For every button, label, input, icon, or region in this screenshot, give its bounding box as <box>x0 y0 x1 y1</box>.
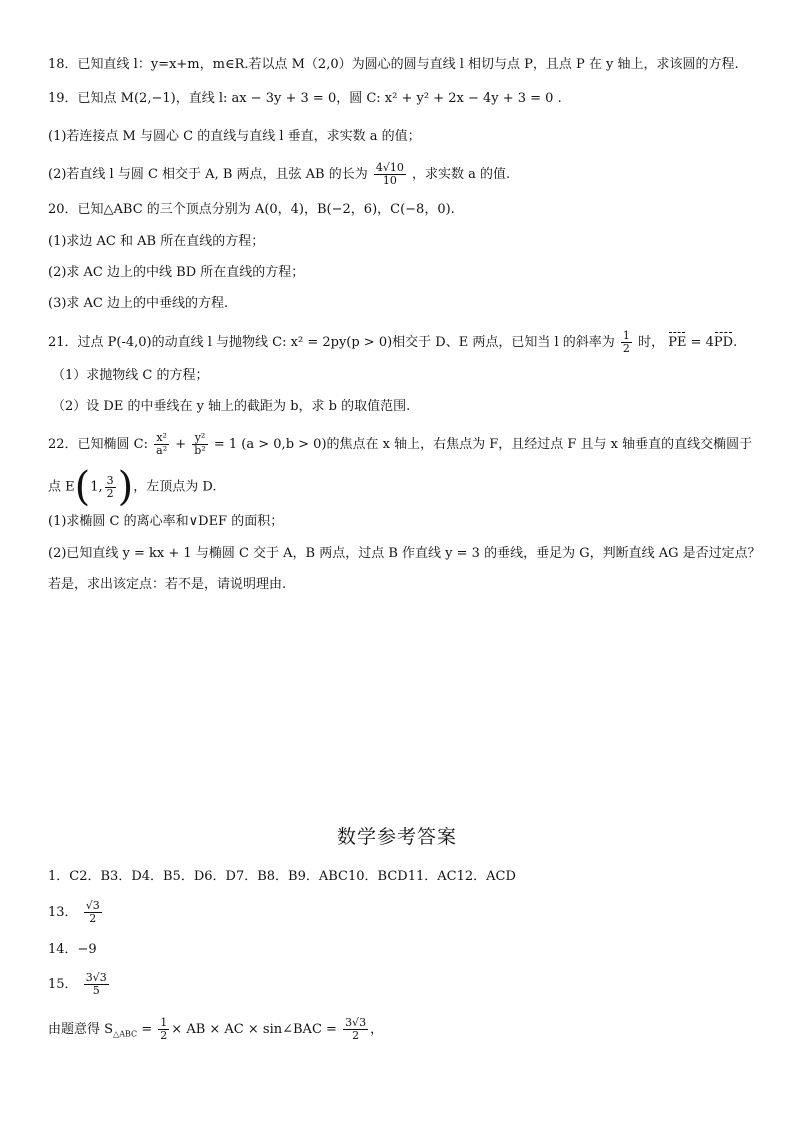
equals-sign: = <box>137 1022 157 1037</box>
fraction-denominator: 5 <box>92 984 100 997</box>
problem-20-lead-text: 20．已知△ABC 的三个顶点分别为 A(0，4)，B(−2，6)，C(−8，0). <box>48 202 455 217</box>
problem-20-q1 <box>48 232 758 252</box>
fraction-numerator: x² <box>154 432 169 445</box>
vector-equation: = 4 <box>686 335 714 350</box>
problem-20-lead <box>48 200 758 220</box>
fraction-numerator: √3 <box>85 899 100 912</box>
fraction-numerator: 3 <box>106 473 114 487</box>
choice-answers-text: 1．C2．B3．D4．B5．D6．D7．B8．B9．ABC10．BCD11．AC12．ACD <box>48 869 516 884</box>
problem-19-q1 <box>48 127 758 147</box>
problem-19-lead-text: 19．已知点 M(2,−1)，直线 l: ax − 3y + 3 = 0，圆 C: x² + y² + 2x − 4y + 3 = 0 . <box>48 91 562 106</box>
problem-21-q1 <box>52 366 762 386</box>
ellipse-y-fraction <box>192 432 207 457</box>
problem-18-text: 18．已知直线 l：y=x+m，m∈R.若以点 M（2,0）为圆心的圆与直线 l 相切与点 P，且点 P 在 y 轴上，求该圆的方程. <box>48 57 739 72</box>
fraction-denominator: 2 <box>622 342 630 355</box>
plus-sign: + <box>171 437 191 452</box>
problem-21-text-b: 时， <box>638 335 665 350</box>
problem-22-text-d: ，左顶点为 D. <box>133 479 217 495</box>
answer-15 <box>48 972 111 997</box>
answer-14 <box>48 940 97 960</box>
explanation-text-end: ， <box>370 1022 384 1037</box>
fraction-numerator: 1 <box>622 329 630 342</box>
problem-22-q1-text: (1)求椭圆 C 的离心率和∨DEF 的面积； <box>48 514 284 529</box>
problem-20-q2-text: (2)求 AC 边上的中线 BD 所在直线的方程； <box>48 265 305 280</box>
problem-22-q3 <box>48 575 758 595</box>
problem-18 <box>48 55 758 75</box>
problem-21-q2 <box>52 397 762 417</box>
explanation-text-b: × AB × AC × sin∠BAC = <box>171 1022 342 1037</box>
problem-19-lead <box>48 89 758 109</box>
fraction-numerator: 3√3 <box>85 971 107 984</box>
problem-20-q2 <box>48 263 758 283</box>
problem-22-point <box>48 464 758 510</box>
fraction-denominator: 10 <box>382 174 397 187</box>
problem-21-q2-text: （2）设 DE 的中垂线在 y 轴上的截距为 b，求 b 的取值范围. <box>52 399 411 414</box>
problem-21-q1-text: （1）求抛物线 C 的方程； <box>52 368 209 383</box>
problem-20-q3-text: (3)求 AC 边上的中垂线的方程. <box>48 296 229 311</box>
fraction-numerator: 3√3 <box>345 1016 367 1029</box>
fraction-denominator: 2 <box>106 486 114 500</box>
fraction-denominator: 2 <box>352 1029 360 1042</box>
problem-21-text-end: . <box>733 335 738 350</box>
problem-22-lead <box>48 432 758 457</box>
problem-21-lead <box>48 330 758 355</box>
answer-15-label: 15． <box>48 977 78 992</box>
problem-22-q3-text: 若是，求出该定点：若不是，请说明理由. <box>48 577 287 592</box>
fraction-denominator: 2 <box>160 1029 168 1042</box>
fraction-numerator: 1 <box>160 1016 168 1029</box>
problem-21-text-a: 21．过点 P(-4,0)的动直线 l 与抛物线 C: x² = 2py(p > 0)相交于 D、E 两点，已知当 l 的斜率为 <box>48 335 615 350</box>
half-fraction <box>158 1017 169 1042</box>
fraction-numerator: y² <box>192 432 207 445</box>
problem-22-q1 <box>48 512 758 532</box>
choice-answers <box>48 867 516 887</box>
answer-13-fraction <box>84 900 102 925</box>
problem-22-q2 <box>48 544 761 564</box>
problem-22-q2-text: (2)已知直线 y = kx + 1 与椭圆 C 交于 A，B 两点，过点 B 作直线 y = 3 的垂线，垂足为 G，判断直线 AG 是否过定点？ <box>48 546 761 561</box>
answer-13-label: 13． <box>48 905 78 920</box>
right-paren: ) <box>117 464 134 510</box>
point-coordinate-x: 1, <box>90 479 103 495</box>
problem-22-text-a: 22．已知椭圆 C: <box>48 437 149 452</box>
vector-pe: PE <box>668 333 686 353</box>
answer-13 <box>48 900 104 925</box>
fraction-denominator: b² <box>194 444 206 457</box>
problem-19-q1-text: (1)若连接点 M 与圆心 C 的直线与直线 l 垂直，求实数 a 的值； <box>48 129 421 144</box>
fraction-numerator: 4√10 <box>375 161 404 174</box>
vector-pd: PD <box>714 333 733 353</box>
answers-title: 数学参考答案 <box>336 826 457 848</box>
answer-14-text: 14．−9 <box>48 942 97 957</box>
problem-22-text-b: = 1 (a > 0,b > 0)的焦点在 x 轴上，右焦点为 F，且经过点 F 且与 x 轴垂直的直线交椭圆于 <box>209 437 753 452</box>
left-paren: ( <box>74 464 91 510</box>
problem-20-q3 <box>48 294 758 314</box>
answer-15-fraction <box>84 972 109 997</box>
result-fraction <box>343 1017 368 1042</box>
problem-19-q2-text-a: (2)若直线 l 与圆 C 相交于 A, B 两点，且弦 AB 的长为 <box>48 167 368 182</box>
ellipse-x-fraction <box>154 432 169 457</box>
explanation-text-a: 由题意得 S <box>48 1022 114 1037</box>
fraction-denominator: a² <box>156 444 168 457</box>
problem-19-q2 <box>48 162 758 187</box>
answer-15-explanation <box>48 1017 383 1045</box>
fraction-denominator: 2 <box>89 912 97 925</box>
chord-length-fraction <box>374 162 406 187</box>
problem-22-text-c: 点 E <box>48 479 75 495</box>
slope-fraction <box>621 330 632 355</box>
triangle-subscript: △ABC <box>113 1029 138 1039</box>
problem-20-q1-text: (1)求边 AC 和 AB 所在直线的方程； <box>48 234 265 249</box>
point-y-fraction <box>105 475 116 500</box>
problem-19-q2-text-b: ，求实数 a 的值. <box>412 167 511 182</box>
